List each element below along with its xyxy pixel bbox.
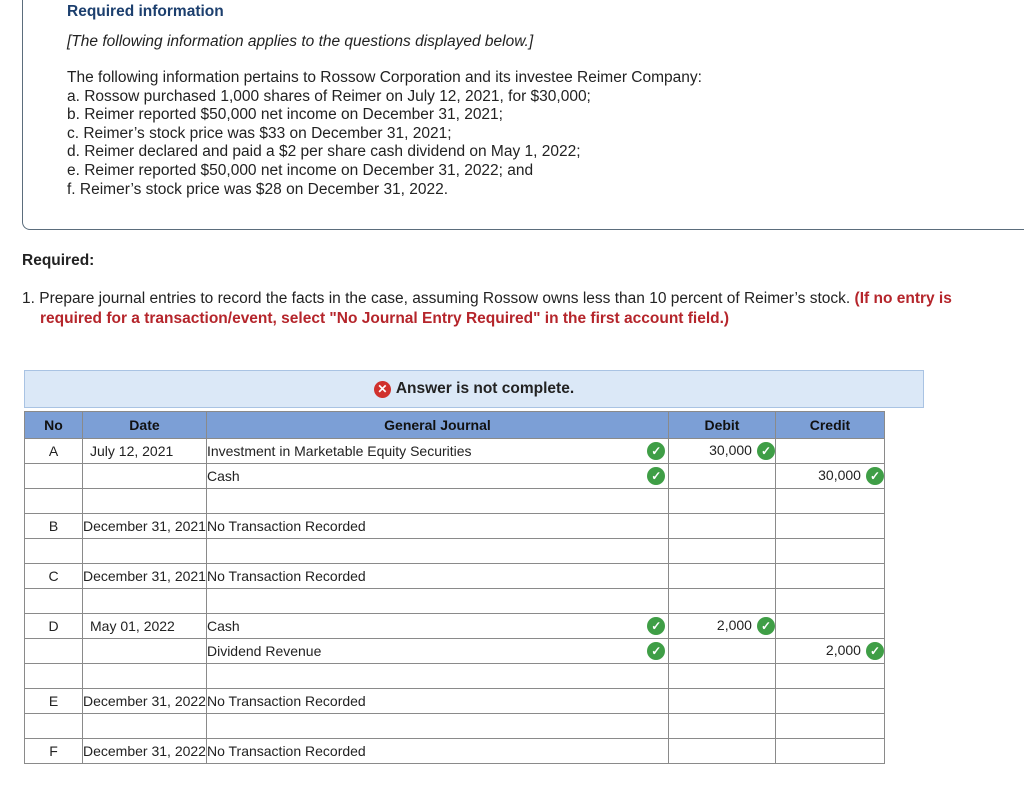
info-item-e: e. Reimer reported $50,000 net income on December 31, 2022; and: [67, 161, 534, 179]
answer-status-text: Answer is not complete.: [395, 380, 575, 397]
credit-input[interactable]: [775, 439, 884, 464]
table-row-empty: [25, 664, 885, 689]
info-intro: The following information pertains to Rossow Corporation and its investee Reimer Company:: [67, 69, 702, 86]
required-information-title: Required information: [67, 3, 224, 20]
row-no: A: [25, 439, 83, 464]
account-select[interactable]: [206, 664, 644, 689]
header-general-journal: General Journal: [206, 412, 668, 439]
info-item-a: a. Rossow purchased 1,000 shares of Reimer on July 12, 2021, for $30,000;: [67, 87, 591, 105]
table-row: [25, 439, 885, 464]
table-header-row: [25, 412, 885, 439]
table-row-empty: [25, 714, 885, 739]
account-select[interactable]: [206, 489, 644, 514]
account-select[interactable]: [206, 714, 644, 739]
account-select[interactable]: No Transaction Recorded: [206, 514, 644, 539]
credit-input[interactable]: [775, 564, 884, 589]
credit-input[interactable]: [775, 614, 884, 639]
debit-value: 2,000: [716, 616, 752, 633]
row-no: E: [25, 689, 83, 714]
row-no: D: [25, 614, 83, 639]
info-paragraph: [67, 69, 702, 199]
credit-input[interactable]: [775, 489, 884, 514]
account-status: [644, 464, 668, 489]
check-icon: ✓: [757, 442, 775, 460]
account-select[interactable]: No Transaction Recorded: [206, 564, 644, 589]
credit-input[interactable]: [775, 589, 884, 614]
account-status: [644, 639, 668, 664]
x-circle-icon: ✕: [374, 381, 391, 398]
credit-value: 2,000: [825, 641, 861, 658]
account-select[interactable]: No Transaction Recorded: [206, 739, 644, 764]
date-select[interactable]: [83, 639, 207, 664]
row-no: [25, 464, 83, 489]
check-icon: ✓: [757, 617, 775, 635]
date-select[interactable]: [83, 464, 207, 489]
info-item-f: f. Reimer’s stock price was $28 on December 31, 2022.: [67, 180, 449, 198]
question-1-text: 1. Prepare journal entries to record the facts in the case, assuming Rossow owns less than 10 percent of Reimer’s stock.: [22, 290, 851, 307]
debit-input[interactable]: [668, 539, 775, 564]
answer-status-banner: [24, 370, 924, 408]
date-select[interactable]: December 31, 2022: [83, 689, 207, 714]
account-status: [644, 614, 668, 639]
header-no: No: [25, 412, 83, 439]
account-select[interactable]: Investment in Marketable Equity Securities: [206, 439, 644, 464]
date-select[interactable]: December 31, 2021: [83, 514, 207, 539]
table-row-empty: [25, 489, 885, 514]
credit-input[interactable]: [775, 739, 884, 764]
credit-input[interactable]: [775, 464, 884, 489]
header-debit: Debit: [668, 412, 775, 439]
account-select[interactable]: Cash: [206, 464, 644, 489]
debit-input[interactable]: [668, 614, 775, 639]
required-information-subtitle: [The following information applies to the questions displayed below.]: [67, 33, 534, 50]
header-date: Date: [83, 412, 207, 439]
date-select[interactable]: [83, 589, 207, 614]
journal-table: [24, 411, 885, 764]
info-item-d: d. Reimer declared and paid a $2 per share cash dividend on May 1, 2022;: [67, 143, 581, 161]
account-select[interactable]: [206, 539, 644, 564]
table-row: [25, 464, 885, 489]
date-select[interactable]: [83, 539, 207, 564]
check-icon: ✓: [866, 642, 884, 660]
check-icon: ✓: [647, 617, 665, 635]
date-select[interactable]: [83, 714, 207, 739]
date-select[interactable]: July 12, 2021: [83, 439, 207, 464]
table-row: [25, 689, 885, 714]
debit-input[interactable]: [668, 439, 775, 464]
credit-input[interactable]: [775, 664, 884, 689]
debit-input[interactable]: [668, 714, 775, 739]
debit-input[interactable]: [668, 489, 775, 514]
debit-input[interactable]: [668, 664, 775, 689]
debit-input[interactable]: [668, 464, 775, 489]
debit-input[interactable]: [668, 639, 775, 664]
row-no: F: [25, 739, 83, 764]
table-row-empty: [25, 589, 885, 614]
debit-input[interactable]: [668, 514, 775, 539]
debit-input[interactable]: [668, 739, 775, 764]
credit-input[interactable]: [775, 639, 884, 664]
check-icon: ✓: [647, 442, 665, 460]
date-select[interactable]: December 31, 2022: [83, 739, 207, 764]
account-status: [644, 439, 668, 464]
check-icon: ✓: [647, 642, 665, 660]
account-select[interactable]: Cash: [206, 614, 644, 639]
credit-value: 30,000: [818, 466, 861, 483]
credit-input[interactable]: [775, 539, 884, 564]
debit-input[interactable]: [668, 589, 775, 614]
table-row: [25, 564, 885, 589]
table-row: [25, 739, 885, 764]
date-select[interactable]: [83, 664, 207, 689]
row-no: B: [25, 514, 83, 539]
account-select[interactable]: No Transaction Recorded: [206, 689, 644, 714]
check-icon: ✓: [866, 467, 884, 485]
account-select[interactable]: Dividend Revenue: [206, 639, 644, 664]
debit-value: 30,000: [709, 441, 752, 458]
date-select[interactable]: May 01, 2022: [83, 614, 207, 639]
question-1-instruction-b: required for a transaction/event, select "No Journal Entry Required" in the first account field.): [40, 309, 730, 327]
header-credit: Credit: [775, 412, 884, 439]
required-label: Required:: [22, 252, 95, 269]
question-1-instruction-a: (If no entry is: [854, 290, 952, 307]
account-select[interactable]: [206, 589, 644, 614]
table-row: [25, 514, 885, 539]
question-1: [22, 289, 1024, 328]
date-select[interactable]: [83, 489, 207, 514]
table-row: [25, 639, 885, 664]
row-no: [25, 639, 83, 664]
debit-input[interactable]: [668, 689, 775, 714]
info-item-b: b. Reimer reported $50,000 net income on December 31, 2021;: [67, 106, 503, 124]
table-row-empty: [25, 539, 885, 564]
credit-input[interactable]: [775, 714, 884, 739]
credit-input[interactable]: [775, 689, 884, 714]
debit-input[interactable]: [668, 564, 775, 589]
info-item-c: c. Reimer’s stock price was $33 on December 31, 2021;: [67, 124, 452, 142]
row-no: C: [25, 564, 83, 589]
table-row: [25, 614, 885, 639]
credit-input[interactable]: [775, 514, 884, 539]
check-icon: ✓: [647, 467, 665, 485]
date-select[interactable]: December 31, 2021: [83, 564, 207, 589]
